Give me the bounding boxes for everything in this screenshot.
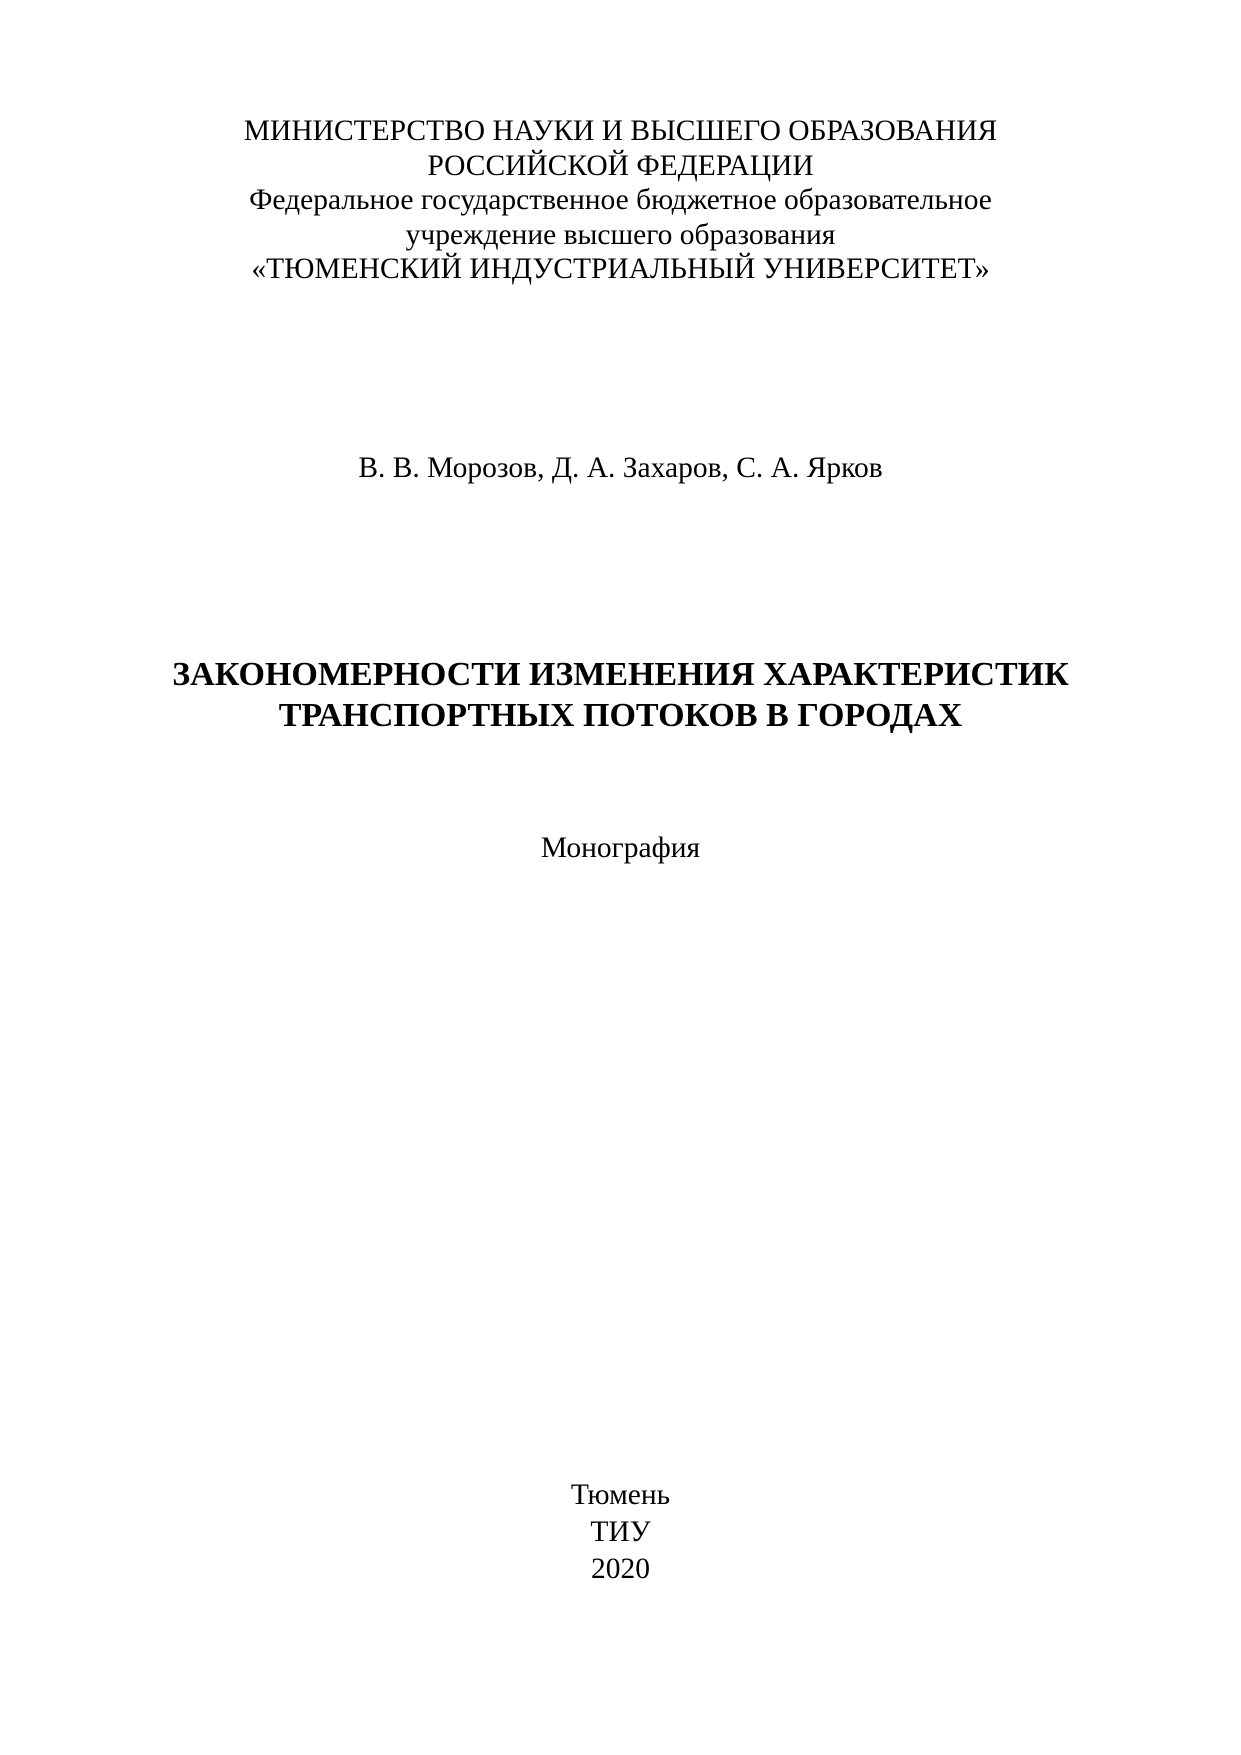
document-type: Монография xyxy=(540,832,701,864)
university-name: «ТЮМЕНСКИЙ ИНДУСТРИАЛЬНЫЙ УНИВЕРСИТЕТ» xyxy=(251,253,990,285)
imprint-year: 2020 xyxy=(591,1553,650,1585)
book-title-line-2: ТРАНСПОРТНЫХ ПОТОКОВ В ГОРОДАХ xyxy=(278,697,963,734)
book-title-line-1: ЗАКОНОМЕРНОСТИ ИЗМЕНЕНИЯ ХАРАКТЕРИСТИК xyxy=(172,656,1069,693)
imprint-publisher: ТИУ xyxy=(590,1516,651,1548)
authors: В. В. Морозов, Д. А. Захаров, С. А. Ярков xyxy=(358,452,883,484)
book-title xyxy=(0,654,1241,736)
imprint-city: Тюмень xyxy=(570,1479,671,1511)
institution-type-line-2: учреждение высшего образования xyxy=(405,218,836,251)
ministry-line-2: РОССИЙСКОЙ ФЕДЕРАЦИИ xyxy=(427,149,814,182)
imprint xyxy=(0,1477,1241,1588)
organization-header xyxy=(0,114,1241,287)
ministry-line-1: МИНИСТЕРСТВО НАУКИ И ВЫСШЕГО ОБРАЗОВАНИЯ xyxy=(243,115,998,147)
institution-type-line-1: Федеральное государственное бюджетное образовательное xyxy=(249,184,992,216)
